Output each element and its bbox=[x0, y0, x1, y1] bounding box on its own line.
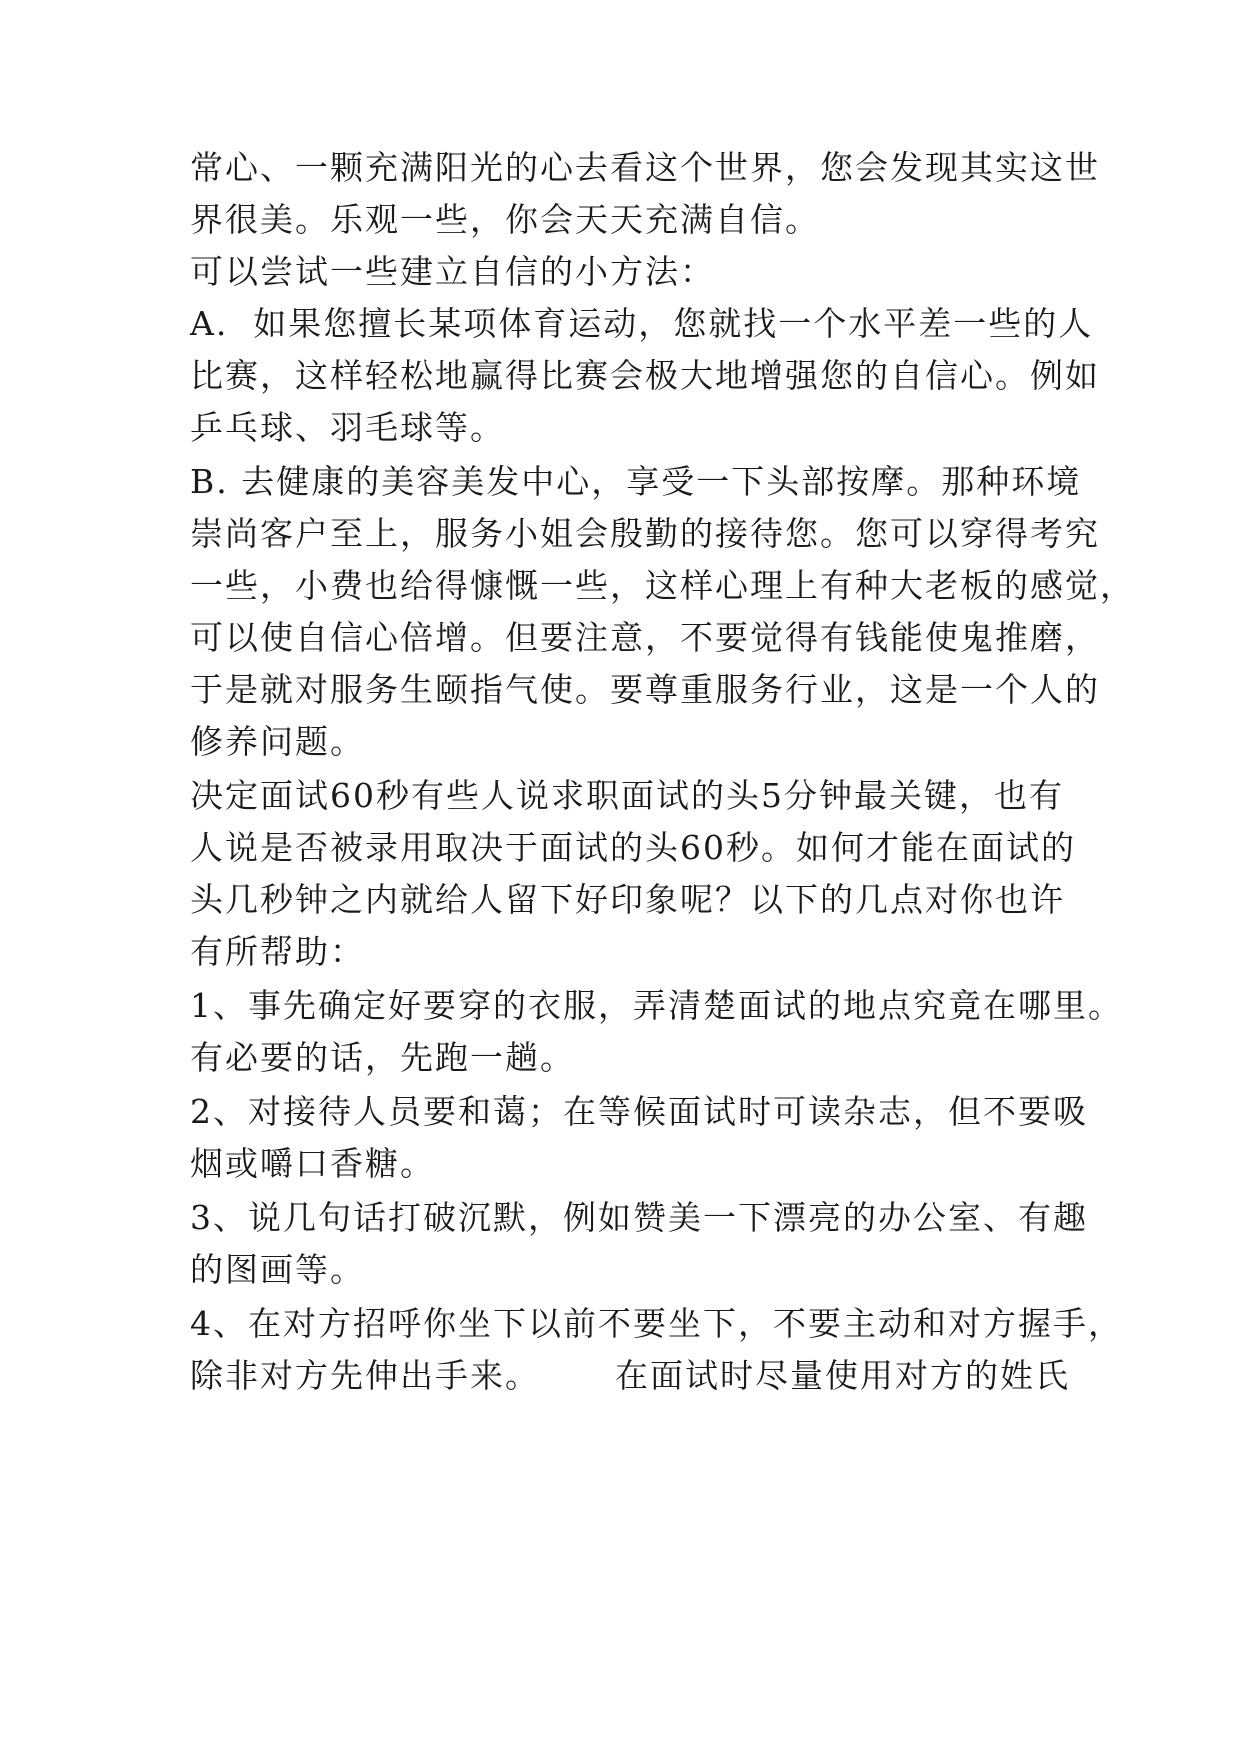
text-line: 2、对接待人员要和蔼；在等候面试时可读杂志，但不要吸 bbox=[190, 1092, 1088, 1131]
text-line: 可以使自信心倍增。但要注意，不要觉得有钱能使鬼推磨， bbox=[190, 618, 1100, 657]
text-line: A. 如果您擅长某项体育运动，您就找一个水平差一些的人 bbox=[190, 304, 1094, 343]
text-line: 的图画等。 bbox=[190, 1250, 365, 1289]
text-line: 于是就对服务生颐指气使。要尊重服务行业，这是一个人的 bbox=[190, 670, 1100, 709]
text-line: 一些，小费也给得慷慨一些，这样心理上有种大老板的感觉， bbox=[190, 566, 1135, 605]
text-line: 人说是否被录用取决于面试的头60秒。如何才能在面试的 bbox=[190, 828, 1076, 867]
text-line: 界很美。乐观一些，你会天天充满自信。 bbox=[190, 200, 820, 239]
text-line: 有必要的话，先跑一趟。 bbox=[190, 1038, 575, 1077]
text-line: 除非对方先伸出手来。 在面试时尽量使用对方的姓氏 bbox=[190, 1356, 1070, 1395]
text-line: 决定面试60秒有些人说求职面试的头5分钟最关键，也有 bbox=[190, 776, 1064, 815]
text-line: 4、在对方招呼你坐下以前不要坐下，不要主动和对方握手， bbox=[190, 1304, 1123, 1343]
text-line: 有所帮助： bbox=[190, 932, 365, 971]
text-line: 烟或嚼口香糖。 bbox=[190, 1144, 435, 1183]
text-line: 比赛，这样轻松地赢得比赛会极大地增强您的自信心。例如 bbox=[190, 356, 1100, 395]
text-line: 常心、一颗充满阳光的心去看这个世界，您会发现其实这世 bbox=[190, 148, 1100, 187]
text-line: 1、事先确定好要穿的衣服，弄清楚面试的地点究竟在哪里。 bbox=[190, 986, 1123, 1025]
text-line: 3、说几句话打破沉默，例如赞美一下漂亮的办公室、有趣 bbox=[190, 1198, 1088, 1237]
text-line: 可以尝试一些建立自信的小方法： bbox=[190, 252, 715, 291]
text-line: 修养问题。 bbox=[190, 722, 365, 761]
text-line: B. 去健康的美容美发中心，享受一下头部按摩。那种环境 bbox=[190, 462, 1082, 501]
text-line: 头几秒钟之内就给人留下好印象呢？以下的几点对你也许 bbox=[190, 880, 1065, 919]
text-line: 乒乓球、羽毛球等。 bbox=[190, 408, 505, 447]
text-line: 崇尚客户至上，服务小姐会殷勤的接待您。您可以穿得考究 bbox=[190, 514, 1100, 553]
